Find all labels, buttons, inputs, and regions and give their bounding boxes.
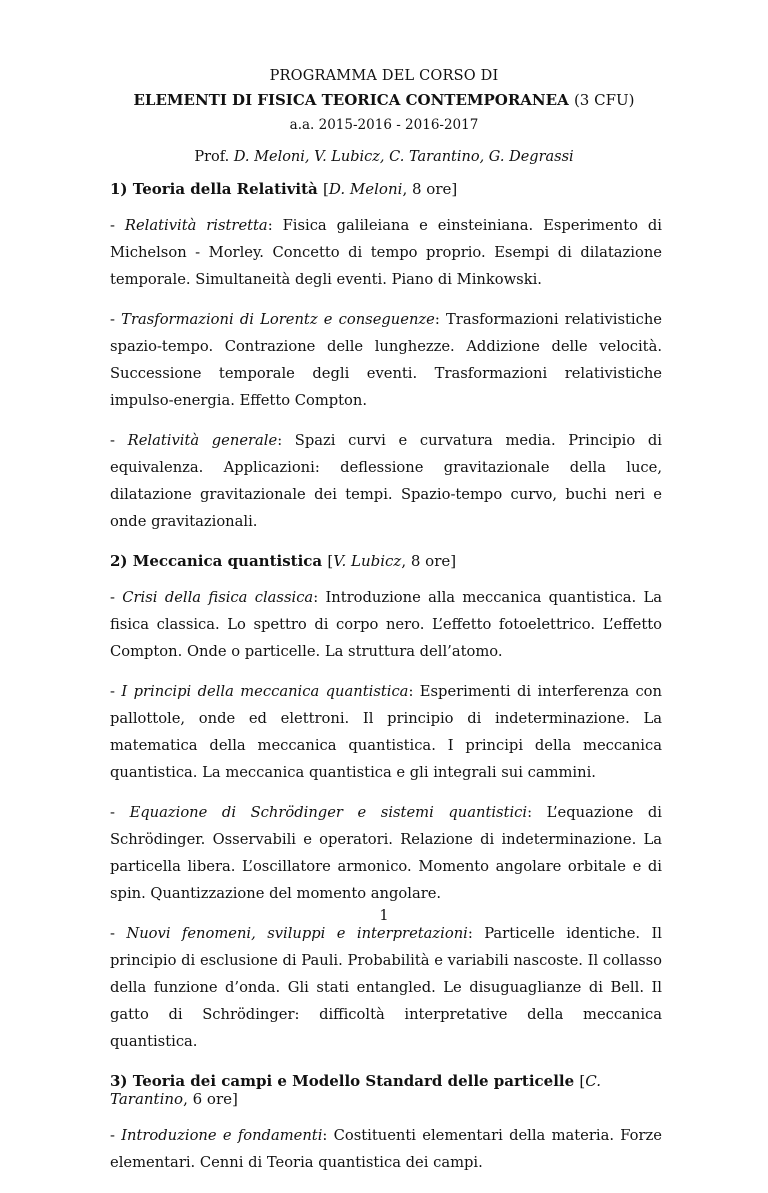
section-quantum-mechanics	[110, 552, 662, 1055]
section-hours: , 6 ore]	[183, 1090, 238, 1108]
program-content	[110, 180, 662, 1193]
topic-text: : Trasformazioni relativistiche spazio-tempo. Contrazione delle lunghezze. Addizione delle velocità. Successione temporale degli eventi. Trasformazioni relativistiche impulso-energia. Effetto Compton.	[110, 311, 662, 409]
section-heading	[110, 552, 662, 570]
topic-paragraph: - Introduzione e fondamenti: Costituenti elementari della materia. Forze elementari. Cenni di Teoria quantistica dei campi.	[110, 1127, 662, 1171]
section-field-theory	[110, 1072, 662, 1176]
topic-text: : Particelle identiche. Il principio di esclusione di Pauli. Probabilità e variabili nascoste. Il collasso della funzione d’onda. Gli stati entangled. Le disuguaglianze di Bell. Il gatto di Schrödinger: difficoltà interpretative della meccanica quantistica.	[110, 925, 662, 1050]
section-teacher: C. Tarantino	[110, 1072, 601, 1108]
course-credits: (3 CFU)	[573, 91, 635, 109]
section-heading	[110, 1072, 662, 1108]
topic-text: : Introduzione alla meccanica quantistica. La fisica classica. Lo spettro di corpo nero. L’effetto fotoelettrico. L’effetto Compton. Onde o particelle. La struttura dell’atomo.	[110, 589, 662, 660]
course-title: ELEMENTI DI FISICA TEORICA CONTEMPORANEA	[133, 91, 569, 109]
professors-line	[0, 149, 768, 165]
topic-paragraph: - Relatività generale: Spazi curvi e curvatura media. Principio di equivalenza. Applicazioni: deflessione gravitazionale della luce, dilatazione gravitazionale dei tempi. Spazio-tempo curvo, buchi neri e onde gravitazionali.	[110, 432, 662, 530]
topic-title: Crisi della fisica classica	[122, 589, 314, 606]
topic-text: : L’equazione di Schrödinger. Osservabili e operatori. Relazione di indeterminazione. La particella libera. L’oscillatore armonico. Momento angolare orbitale e di spin. Quantizzazione del momento angolare.	[110, 804, 662, 902]
program-heading: PROGRAMMA DEL CORSO DI	[269, 68, 499, 84]
topic-title: Trasformazioni di Lorentz e conseguenze	[121, 311, 435, 328]
topic-title: Equazione di Schrödinger e sistemi quantistici	[129, 804, 528, 821]
topic-title: Relatività generale	[127, 432, 278, 449]
topic-text: : Esperimenti di interferenza con pallottole, onde ed elettroni. Il principio di indeterminazione. La matematica della meccanica quantistica. I principi della meccanica quantistica. La meccanica quantistica e gli integrali sui cammini.	[110, 683, 662, 781]
topic-paragraph: - I principi della meccanica quantistica: Esperimenti di interferenza con pallottole, onde ed elettroni. Il principio di indeterminazione. La matematica della meccanica quantistica. I principi della meccanica quantistica. La meccanica quantistica e gli integrali sui cammini.	[110, 683, 662, 781]
topic-paragraph: - Relatività ristretta: Fisica galileiana e einsteiniana. Esperimento di Michelson - Morley. Concetto di tempo proprio. Esempi di dilatazione temporale. Simultaneità degli eventi. Piano di Minkowski.	[110, 217, 663, 288]
section-heading	[110, 180, 662, 198]
academic-years: a.a. 2015-2016 - 2016-2017	[289, 117, 479, 133]
topic-text: : Spazi curvi e curvatura media. Principio di equivalenza. Applicazioni: deflessione gravitazionale della luce, dilatazione gravitazionale dei tempi. Spazio-tempo curvo, buchi neri e onde gravitazionali.	[110, 432, 662, 530]
prof-label: Prof.	[194, 149, 230, 165]
section-meta: [V. Lubicz, 8 ore]	[327, 552, 457, 570]
topic-text: : Fisica galileiana e einsteiniana. Esperimento di Michelson - Morley. Concetto di tempo proprio. Esempi di dilatazione temporale. Simultaneità degli eventi. Piano di Minkowski.	[110, 217, 663, 288]
topic-title: I principi della meccanica quantistica	[121, 683, 409, 700]
section-teacher: V. Lubicz	[333, 552, 402, 570]
topic-title: Relatività ristretta	[124, 217, 268, 234]
course-title-line	[0, 91, 768, 109]
topic-paragraph: - Crisi della fisica classica: Introduzione alla meccanica quantistica. La fisica classica. Lo spettro di corpo nero. L’effetto fotoelettrico. L’effetto Compton. Onde o particelle. La struttura dell’atomo.	[110, 589, 662, 660]
section-meta: [D. Meloni, 8 ore]	[323, 180, 458, 198]
topic-text: : Costituenti elementari della materia. Forze elementari. Cenni di Teoria quantistica dei campi.	[110, 1127, 662, 1171]
topic-paragraph: - Equazione di Schrödinger e sistemi quantistici: L’equazione di Schrödinger. Osservabili e operatori. Relazione di indeterminazione. La particella libera. L’oscillatore armonico. Momento angolare orbitale e di spin. Quantizzazione del momento angolare.	[110, 804, 662, 902]
topic-title: Introduzione e fondamenti	[121, 1127, 323, 1144]
section-relativity	[110, 180, 662, 535]
section-meta: [C. Tarantino, 6 ore]	[110, 1072, 601, 1108]
section-title: 2) Meccanica quantistica	[110, 552, 323, 570]
topic-paragraph: - Trasformazioni di Lorentz e conseguenze: Trasformazioni relativistiche spazio-tempo. Contrazione delle lunghezze. Addizione delle velocità. Successione temporale degli eventi. Trasformazioni relativistiche impulso-energia. Effetto Compton.	[110, 311, 662, 409]
section-title: 3) Teoria dei campi e Modello Standard delle particelle	[110, 1072, 575, 1090]
section-hours: , 8 ore]	[401, 552, 457, 570]
topic-title: Nuovi fenomeni, sviluppi e interpretazioni	[126, 925, 468, 942]
topic-paragraph: - Nuovi fenomeni, sviluppi e interpretazioni: Particelle identiche. Il principio di esclusione di Pauli. Probabilità e variabili nascoste. Il collasso della funzione d’onda. Gli stati entangled. Le disuguaglianze di Bell. Il gatto di Schrödinger: difficoltà interpretative della meccanica quantistica.	[110, 925, 662, 1050]
page-number: 1	[379, 908, 389, 924]
section-teacher: D. Meloni	[328, 180, 403, 198]
section-title: 1) Teoria della Relatività	[110, 180, 318, 198]
section-hours: , 8 ore]	[402, 180, 458, 198]
professors-names: D. Meloni, V. Lubicz, C. Tarantino, G. Degrassi	[233, 149, 574, 165]
